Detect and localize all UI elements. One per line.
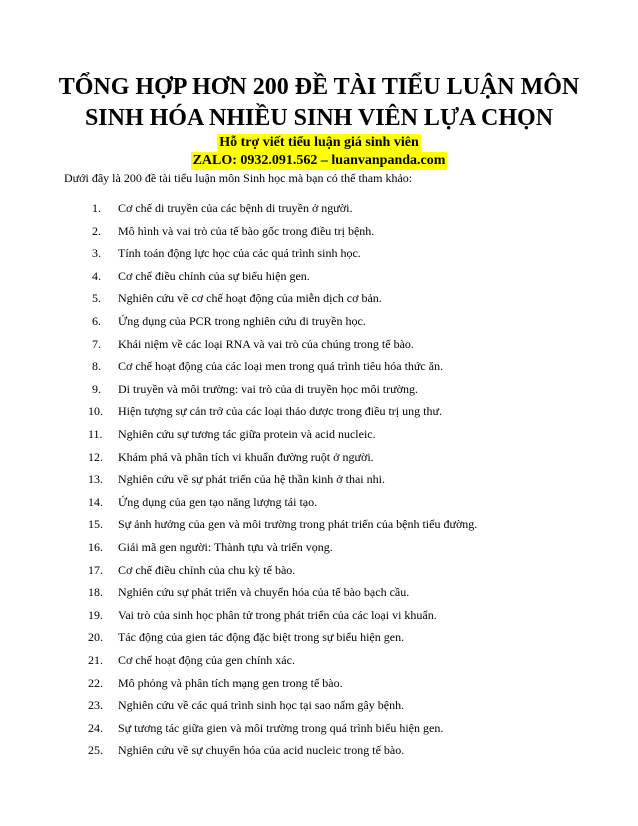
support-banner (0, 134, 638, 170)
topic-number: 23. (88, 698, 103, 713)
topic-number: 11. (88, 427, 103, 441)
topic-number: 2. (92, 223, 101, 238)
topic-text: Khái niệm về các loại RNA và vai trò của chúng trong tế bào. (118, 336, 414, 351)
topic-number: 22. (88, 675, 103, 690)
topic-text: Cơ chế điều chỉnh của sự biểu hiện gen. (118, 268, 310, 283)
title-line-2: SINH HÓA NHIỀU SINH VIÊN LỰA CHỌN (84, 105, 554, 131)
topic-text: Di truyền và môi trường: vai trò của di truyền học môi trường. (118, 381, 418, 396)
topic-text: Ứng dụng của PCR trong nghiên cứu di truyền học. (118, 314, 366, 328)
topic-number: 15. (88, 517, 103, 532)
topic-text: Cơ chế hoạt động của gen chính xác. (118, 653, 295, 667)
topic-number: 17. (88, 562, 103, 577)
topic-text: Khám phá và phân tích vi khuẩn đường ruột ở người. (118, 449, 374, 464)
topic-number: 4. (92, 268, 101, 283)
topic-number: 14. (88, 494, 103, 509)
topic-text: Nghiên cứu về sự phát triển của hệ thần kinh ở thai nhi. (118, 472, 385, 487)
intro-text: Dưới đây là 200 đề tài tiểu luận môn Sinh học mà bạn có thể tham khảo: (64, 171, 413, 185)
support-contact: ZALO: 0932.091.562 – luanvanpanda.com (192, 153, 446, 168)
title-line-1: TỔNG HỢP HƠN 200 ĐỀ TÀI TIỂU LUẬN MÔN (58, 74, 580, 100)
topic-number: 9. (92, 381, 101, 396)
topic-text: Cơ chế di truyền của các bệnh di truyền ở người. (118, 201, 353, 215)
topic-text: Tác động của gien tác động đặc biệt trong sự biểu hiện gen. (118, 630, 405, 645)
topic-text: Vai trò của sinh học phân tử trong phát triển của các loại vi khuẩn. (118, 607, 437, 622)
topic-text: Hiện tượng sự cản trở của các loại thảo dược trong điều trị ung thư. (118, 404, 442, 419)
support-line-1: Hỗ trợ viết tiểu luận giá sinh viên (219, 135, 419, 150)
topic-number: 19. (88, 607, 103, 622)
topic-number: 13. (88, 472, 103, 487)
topic-text: Nghiên cứu sự tương tác giữa protein và acid nucleic. (118, 427, 376, 441)
topic-number: 12. (88, 449, 103, 464)
topic-text: Nghiên cứu về cơ chế hoạt động của miễn dịch cơ bản. (118, 291, 382, 306)
topic-text: Giải mã gen người: Thành tựu và triển vọng. (118, 540, 333, 554)
topic-number: 1. (92, 201, 101, 215)
topic-number: 3. (92, 246, 101, 261)
topic-text: Nghiên cứu về sự chuyển hóa của acid nucleic trong tế bào. (118, 743, 405, 758)
topic-number: 7. (92, 336, 101, 351)
topic-number: 20. (88, 630, 103, 645)
topic-text: Cơ chế điều chỉnh của chu kỳ tế bào. (118, 562, 296, 577)
topic-text: Cơ chế hoạt động của các loại men trong quá trình tiêu hóa thức ăn. (118, 359, 444, 374)
topic-number: 18. (88, 585, 103, 600)
topic-number: 21. (88, 653, 103, 667)
topic-text: Tính toán động lực học của các quá trình sinh học. (118, 246, 361, 261)
topic-number: 8. (92, 359, 101, 374)
topic-text: Mô phỏng và phân tích mạng gen trong tế bào. (118, 675, 343, 690)
topic-number: 5. (92, 291, 101, 306)
topic-text: Sự tương tác giữa gien và môi trường trong quá trình biểu hiện gen. (118, 720, 444, 735)
topic-text: Nghiên cứu sự phát triển và chuyển hóa của tế bào bạch cầu. (118, 585, 410, 600)
topic-number: 10. (88, 404, 103, 419)
topic-number: 16. (88, 540, 103, 554)
page-title (30, 72, 608, 134)
topic-text: Nghiên cứu về các quá trình sinh học tại sao nấm gây bệnh. (118, 698, 405, 713)
topic-text: Sự ảnh hưởng của gen và môi trường trong phát triển của bệnh tiểu đường. (118, 517, 478, 532)
topic-number: 25. (88, 743, 103, 758)
topic-number: 24. (88, 720, 103, 735)
topic-number: 6. (92, 314, 101, 328)
topic-text: Ứng dụng của gen tạo năng lượng tái tạo. (118, 494, 318, 509)
topic-text: Mô hình và vai trò của tế bào gốc trong điều trị bệnh. (118, 223, 375, 238)
